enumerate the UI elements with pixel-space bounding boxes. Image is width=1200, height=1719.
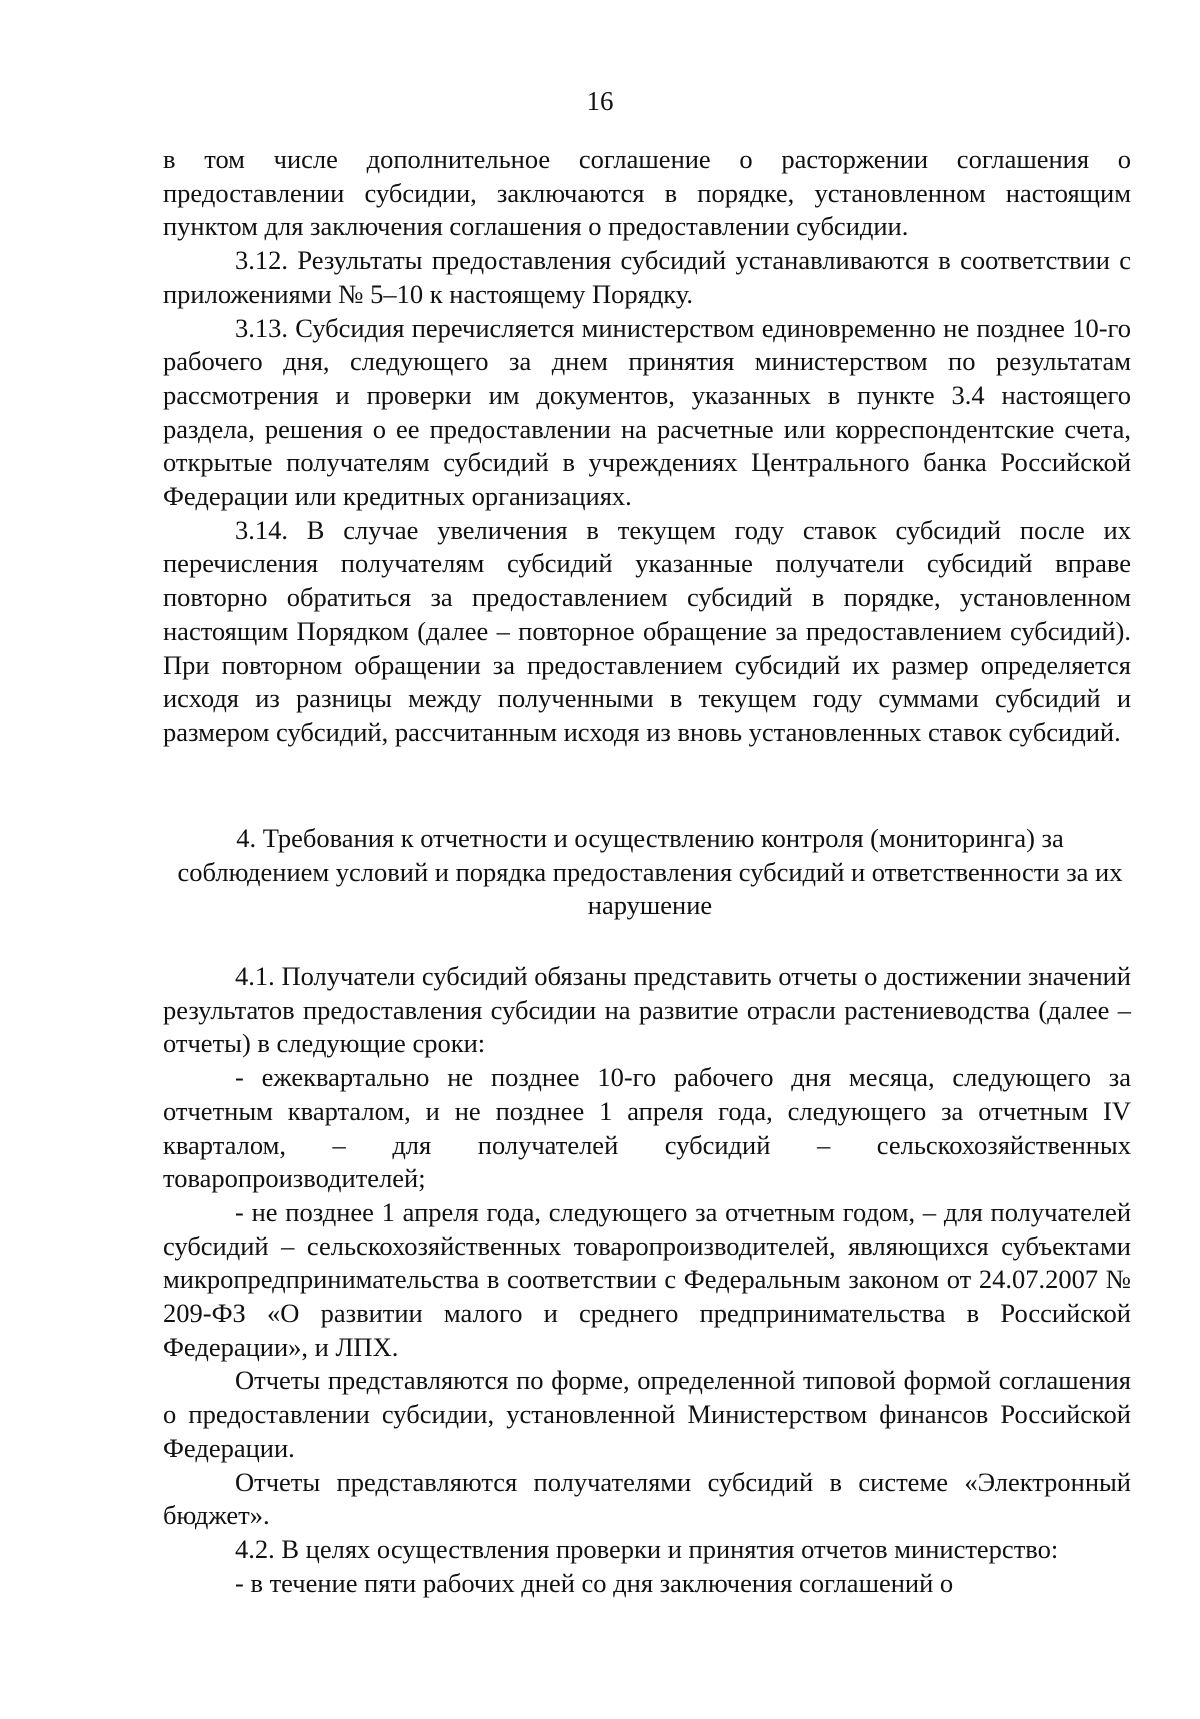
- paragraph-4-1: 4.1. Получатели субсидий обязаны представить отчеты о достижении значений результатов предоставления субсидии на развитие отрасли растениеводства (далее – отчеты) в следующие сроки:: [163, 961, 1131, 1059]
- paragraph-continuation: в том числе дополнительное соглашение о расторжении соглашения о предоставлении субсидии, заключаются в порядке, установленном настоящим пунктом для заключения соглашения о предоставлении субсидии.: [163, 144, 1131, 242]
- text-block-bottom: [163, 960, 1131, 1600]
- paragraph-3-14: 3.14. В случае увеличения в текущем году ставок субсидий после их перечисления получателям субсидий указанные получатели субсидий вправе повторно обратиться за предоставлением субсидий в порядке, установленном настоящим Порядком (далее – повторное обращение за предоставлением субсидий). При повторном обращении за предоставлением субсидий их размер определяется исходя из разницы между полученными в текущем году суммами субсидий и размером субсидий, рассчитанным исходя из вновь установленных ставок субсидий.: [163, 514, 1131, 747]
- list-item-quarterly: - ежеквартально не позднее 10-го рабочего дня месяца, следующего за отчетным кварталом, и не позднее 1 апреля года, следующего за отчетным IV кварталом, – для получателей субсидий – сельскохозяйственных товаропроизводителей;: [163, 1062, 1131, 1194]
- paragraph-electronic-budget: Отчеты представляются получателями субсидий в системе «Электронный бюджет».: [163, 1466, 1131, 1531]
- paragraph-3-12: 3.12. Результаты предоставления субсидий устанавливаются в соответствии с приложениями № 5–10 к настоящему Порядку.: [163, 245, 1131, 309]
- text-block-top: [163, 143, 1131, 750]
- paragraph-report-form: Отчеты представляются по форме, определенной типовой формой соглашения о предоставлении субсидии, установленной Министерством финансов Российской Федерации.: [163, 1365, 1131, 1463]
- section-heading: 4. Требования к отчетности и осуществлению контроля (мониторинга) за соблюдением условий и порядка предоставления субсидий и ответственности за их нарушение: [177, 823, 1123, 921]
- list-item-annual: - не позднее 1 апреля года, следующего за отчетным годом, – для получателей субсидий – сельскохозяйственных товаропроизводителей, являющихся субъектами микропредпринимательства в соответствии с Федеральным законом от 24.07.2007 № 209-ФЗ «О развитии малого и среднего предпринимательства в Российской Федерации», и ЛПХ.: [163, 1196, 1131, 1362]
- paragraph-3-13: 3.13. Субсидия перечисляется министерством единовременно не позднее 10-го рабочего дня, следующего за днем принятия министерством по результатам рассмотрения и проверки им документов, указанных в пункте 3.4 настоящего раздела, решения о ее предоставлении на расчетные или корреспондентские счета, открытые получателям субсидий в учреждениях Центрального банка Российской Федерации или кредитных организациях.: [163, 312, 1131, 512]
- list-item-five-days: - в течение пяти рабочих дней со дня заключения соглашений о: [235, 1567, 954, 1598]
- page-number: 16: [586, 86, 614, 116]
- paragraph-4-2: 4.2. В целях осуществления проверки и принятия отчетов министерство:: [235, 1533, 1059, 1564]
